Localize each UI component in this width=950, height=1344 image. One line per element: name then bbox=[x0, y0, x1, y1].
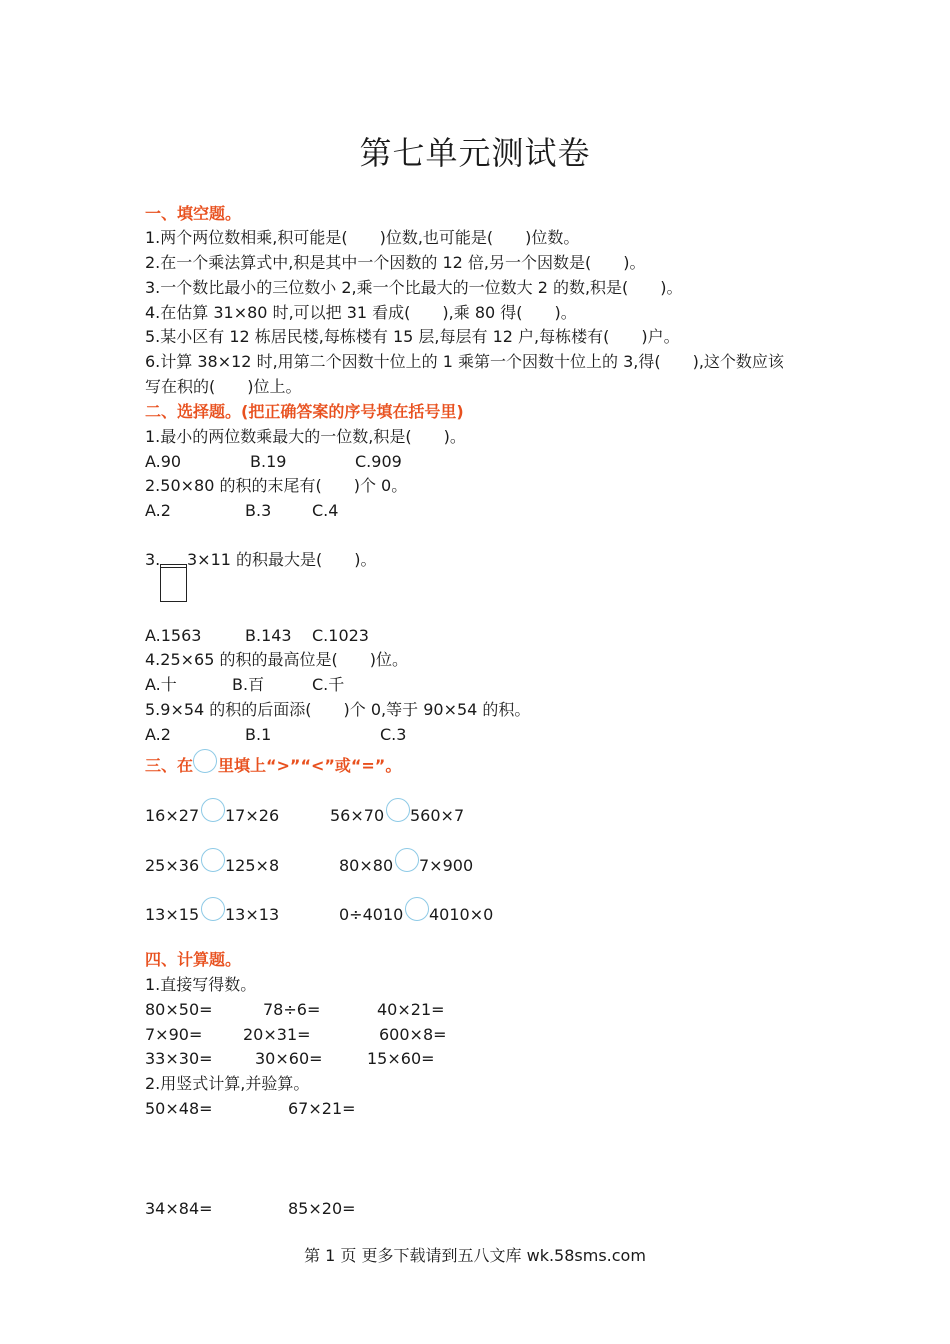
choice-4-option-a: A.十 bbox=[145, 675, 177, 694]
compare-6-left: 0÷4010 bbox=[339, 905, 404, 924]
fill-question-6-continued: 写在积的( )位上。 bbox=[145, 377, 302, 396]
compare-3-right: 125×8 bbox=[225, 856, 280, 875]
calc-item: 15×60= bbox=[367, 1049, 435, 1068]
section-choice-heading: 二、选择题。(把正确答案的序号填在括号里) bbox=[145, 402, 464, 421]
choice-question-3-prefix: 3. bbox=[145, 550, 161, 569]
choice-1-option-a: A.90 bbox=[145, 452, 182, 471]
compare-4-right: 7×900 bbox=[419, 856, 474, 875]
choice-3-option-a: A.1563 bbox=[145, 626, 202, 645]
compare-circle[interactable] bbox=[395, 848, 419, 872]
compare-5-left: 13×15 bbox=[145, 905, 200, 924]
compare-3-left: 25×36 bbox=[145, 856, 200, 875]
vertical-calc-item: 85×20= bbox=[288, 1199, 356, 1218]
compare-6-right: 4010×0 bbox=[429, 905, 494, 924]
compare-2-left: 56×70 bbox=[330, 806, 385, 825]
choice-question-5: 5.9×54 的积的后面添( )个 0,等于 90×54 的积。 bbox=[145, 700, 531, 719]
vertical-calc-item: 34×84= bbox=[145, 1199, 213, 1218]
compare-2-right: 560×7 bbox=[410, 806, 465, 825]
calc-item: 30×60= bbox=[255, 1049, 323, 1068]
choice-3-option-c: C.1023 bbox=[312, 626, 369, 645]
compare-circle[interactable] bbox=[405, 897, 429, 921]
section-compare-heading-rest: 里填上“>”“<”或“=”。 bbox=[218, 756, 402, 775]
choice-2-option-a: A.2 bbox=[145, 501, 171, 520]
calc-item: 600×8= bbox=[379, 1025, 447, 1044]
answer-box bbox=[160, 564, 187, 602]
fill-question-6: 6.计算 38×12 时,用第二个因数十位上的 1 乘第一个因数十位上的 3,得( ),这个数应该 bbox=[145, 352, 784, 371]
choice-question-4: 4.25×65 的积的最高位是( )位。 bbox=[145, 650, 408, 669]
choice-2-option-c: C.4 bbox=[312, 501, 339, 520]
calc-item: 20×31= bbox=[243, 1025, 311, 1044]
compare-4-left: 80×80 bbox=[339, 856, 394, 875]
compare-circle[interactable] bbox=[201, 848, 225, 872]
compare-1-right: 17×26 bbox=[225, 806, 280, 825]
calc-question-2: 2.用竖式计算,并验算。 bbox=[145, 1074, 310, 1093]
fill-question-3: 3.一个数比最小的三位数小 2,乘一个比最大的一位数大 2 的数,积是( )。 bbox=[145, 278, 683, 297]
calc-item: 7×90= bbox=[145, 1025, 203, 1044]
choice-2-option-b: B.3 bbox=[245, 501, 272, 520]
section-calc-heading: 四、计算题。 bbox=[145, 950, 242, 969]
choice-question-3: 3×11 的积最大是( )。 bbox=[187, 550, 377, 569]
choice-question-2: 2.50×80 的积的末尾有( )个 0。 bbox=[145, 476, 408, 495]
page-footer: 第 1 页 更多下载请到五八文库 wk.58sms.com bbox=[304, 1246, 646, 1265]
section-compare-heading: 三、在 bbox=[145, 756, 194, 775]
circle-icon bbox=[193, 749, 217, 773]
choice-5-option-c: C.3 bbox=[380, 725, 407, 744]
compare-circle[interactable] bbox=[201, 798, 225, 822]
fill-question-4: 4.在估算 31×80 时,可以把 31 看成( ),乘 80 得( )。 bbox=[145, 303, 577, 322]
calc-question-1: 1.直接写得数。 bbox=[145, 975, 257, 994]
choice-3-option-b: B.143 bbox=[245, 626, 292, 645]
calc-item: 80×50= bbox=[145, 1000, 213, 1019]
vertical-calc-item: 50×48= bbox=[145, 1099, 213, 1118]
choice-5-option-b: B.1 bbox=[245, 725, 272, 744]
compare-5-right: 13×13 bbox=[225, 905, 280, 924]
calc-item: 78÷6= bbox=[263, 1000, 321, 1019]
choice-4-option-c: C.千 bbox=[312, 675, 345, 694]
choice-4-option-b: B.百 bbox=[232, 675, 265, 694]
choice-1-option-c: C.909 bbox=[355, 452, 402, 471]
choice-1-option-b: B.19 bbox=[250, 452, 287, 471]
choice-question-1: 1.最小的两位数乘最大的一位数,积是( )。 bbox=[145, 427, 466, 446]
page-title: 第七单元测试卷 bbox=[359, 134, 591, 172]
compare-1-left: 16×27 bbox=[145, 806, 200, 825]
fill-question-5: 5.某小区有 12 栋居民楼,每栋楼有 15 层,每层有 12 户,每栋楼有( )户。 bbox=[145, 327, 680, 346]
vertical-calc-item: 67×21= bbox=[288, 1099, 356, 1118]
fill-question-1: 1.两个两位数相乘,积可能是( )位数,也可能是( )位数。 bbox=[145, 228, 580, 247]
section-fill-blanks-heading: 一、填空题。 bbox=[145, 204, 242, 223]
calc-item: 33×30= bbox=[145, 1049, 213, 1068]
fill-question-2: 2.在一个乘法算式中,积是其中一个因数的 12 倍,另一个因数是( )。 bbox=[145, 253, 646, 272]
compare-circle[interactable] bbox=[201, 897, 225, 921]
calc-item: 40×21= bbox=[377, 1000, 445, 1019]
choice-5-option-a: A.2 bbox=[145, 725, 171, 744]
compare-circle[interactable] bbox=[386, 798, 410, 822]
